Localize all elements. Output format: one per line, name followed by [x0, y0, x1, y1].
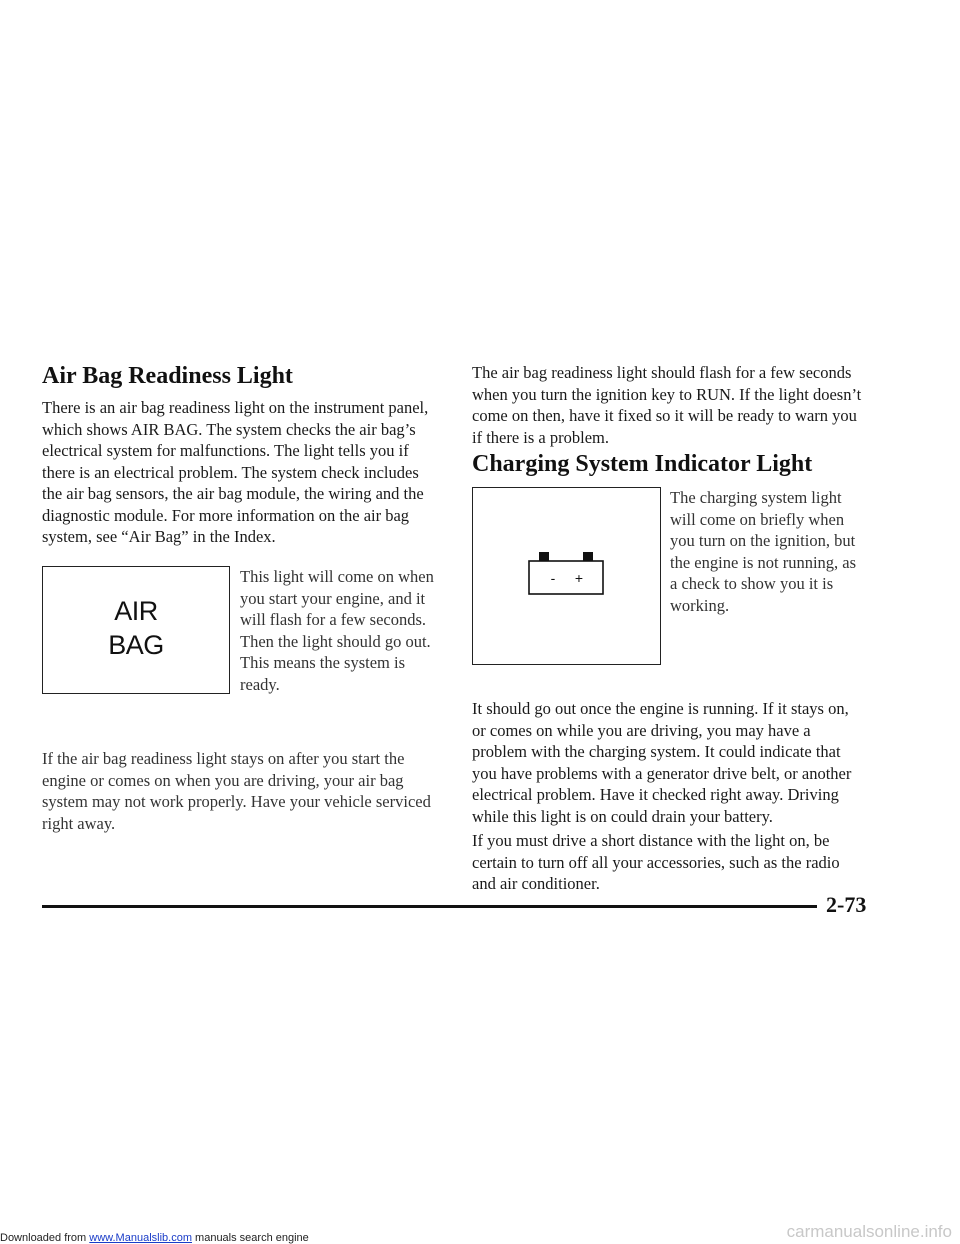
airbag-indicator-image: [42, 566, 230, 694]
airbag-label-air: AIR: [114, 596, 158, 626]
charging-paragraph-1: It should go out once the engine is running. If it stays on, or comes on while you are driving, you may have a problem with the charging system. It could indicate that you have problems with a generator drive belt, or another electrical problem. Have it checked right away. Driving while this light is on could drain your battery.: [472, 699, 852, 826]
airbag-side-text: This light will come on when you start your engine, and it will flash for a few seconds. Then the light should go out. This means the system is ready.: [240, 567, 434, 694]
bottom-rule: [42, 905, 817, 908]
battery-plus-sign: +: [574, 570, 584, 586]
airbag-paragraph-3: The air bag readiness light should flash for a few seconds when you turn the ignition key to RUN. If the light doesn’t come on then, have it fixed so it will be ready to warn you if there is a problem.: [472, 363, 862, 447]
battery-icon: [473, 488, 659, 663]
battery-minus-sign: -: [550, 570, 556, 586]
charging-side-text: The charging system light will come on briefly when you turn on the ignition, but the engine is not running, as a check to show you it is working.: [670, 488, 857, 615]
airbag-paragraph-2: If the air bag readiness light stays on after you start the engine or comes on when you are driving, your air bag system may not work properly. Have your vehicle serviced right away.: [42, 749, 431, 833]
footer-prefix: Downloaded from: [0, 1232, 90, 1244]
airbag-heading: Air Bag Readiness Light: [42, 363, 293, 389]
download-footer: [0, 1232, 309, 1244]
footer-suffix: manuals search engine: [191, 1232, 309, 1244]
manualslib-link[interactable]: www.Manualslib.com: [89, 1232, 192, 1244]
watermark: carmanualsonline.info: [786, 1222, 952, 1241]
charging-heading: Charging System Indicator Light: [472, 451, 813, 477]
airbag-paragraph-1: There is an air bag readiness light on the instrument panel, which shows AIR BAG. The system checks the air bag’s electrical system for malfunctions. The light tells you if there is an electrical problem. The system check includes the air bag sensors, the air bag module, the wiring and the diagnostic module. For more information on the air bag system, see “Air Bag” in the Index.: [42, 398, 429, 546]
page-number: 2-73: [826, 892, 867, 917]
airbag-label-bag: BAG: [108, 630, 164, 660]
charging-indicator-image: [472, 487, 661, 665]
charging-paragraph-2: If you must drive a short distance with the light on, be certain to turn off all your accessories, such as the radio and air conditioner.: [472, 831, 840, 893]
